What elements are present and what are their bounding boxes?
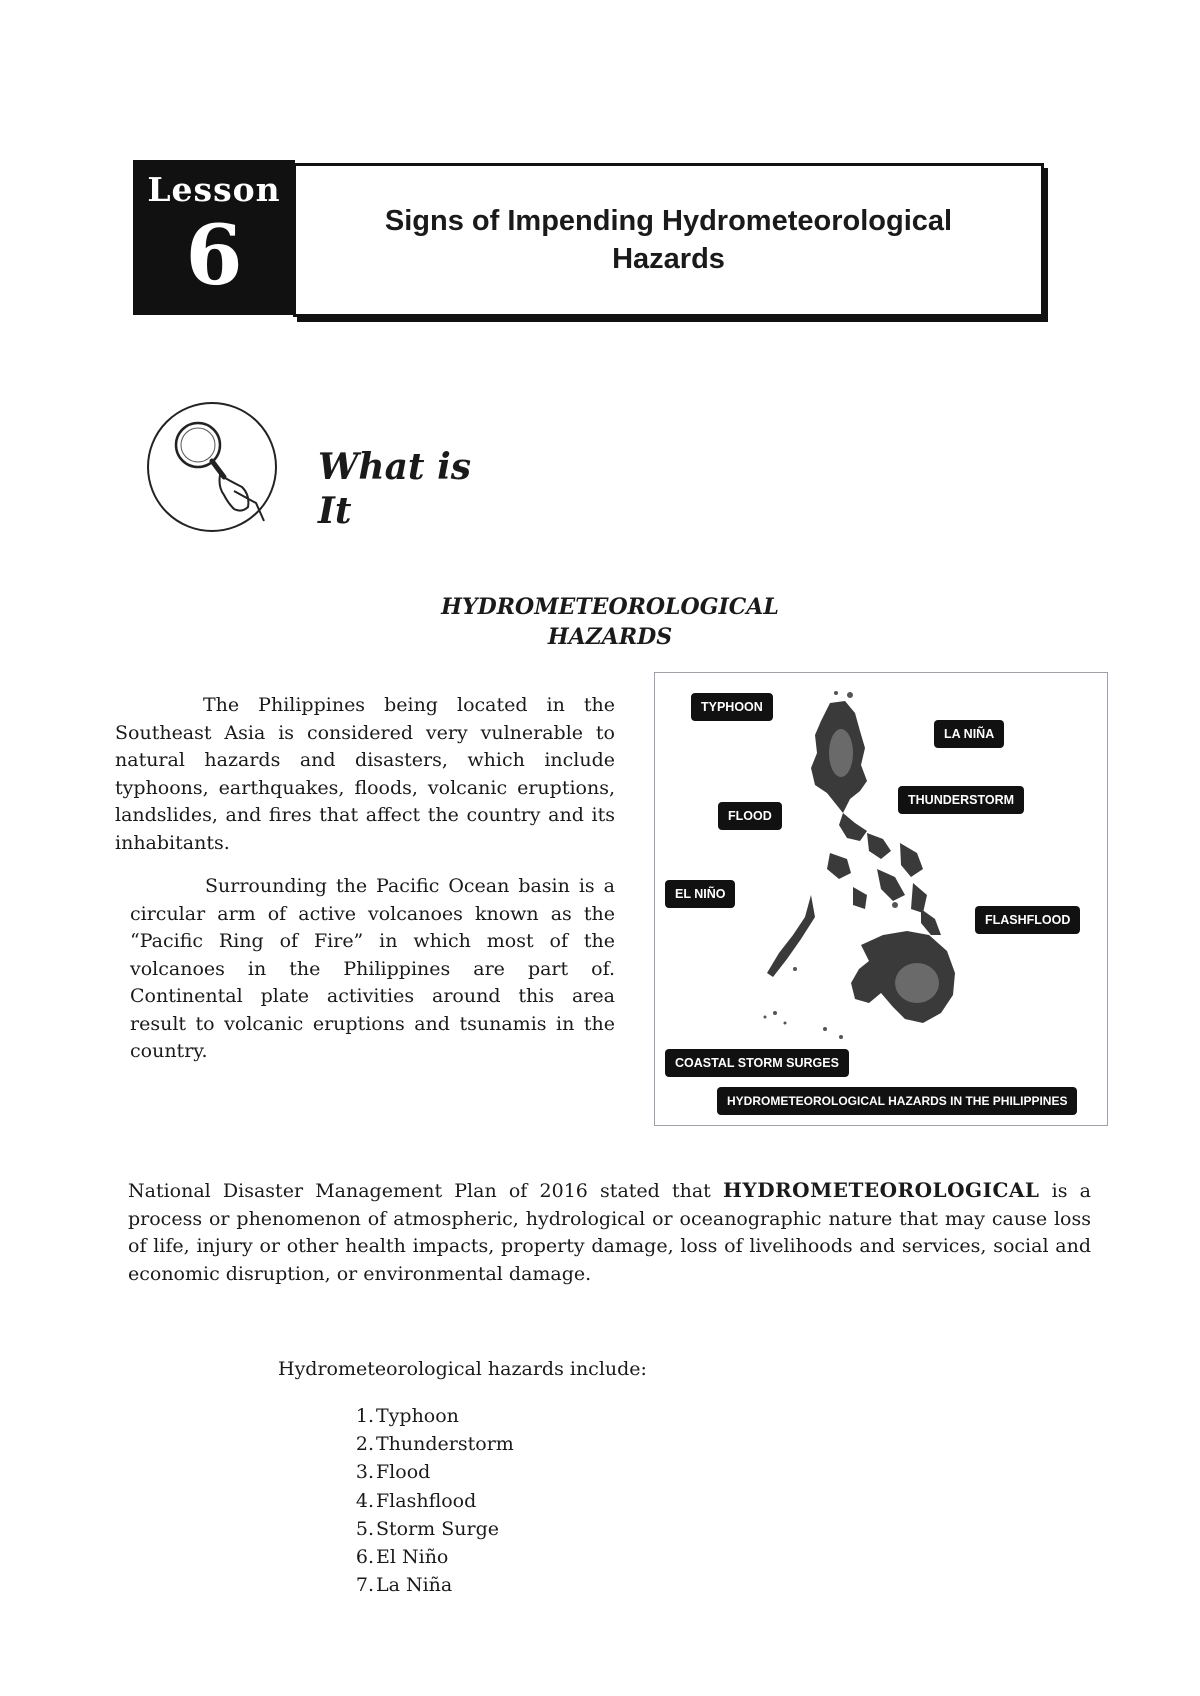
- paragraph-definition: [128, 1177, 1091, 1288]
- list-item-label: La Niña: [376, 1574, 453, 1597]
- map-label-thunderstorm: THUNDERSTORM: [898, 786, 1024, 814]
- lesson-badge: [133, 160, 295, 315]
- section-heading-line2: It: [318, 490, 352, 532]
- list-item-number: 5.: [355, 1517, 374, 1540]
- list-item-number: 6.: [355, 1545, 374, 1568]
- list-item-number: 3.: [355, 1461, 374, 1484]
- list-item-label: Flashflood: [376, 1489, 477, 1512]
- section-heading: [318, 445, 518, 533]
- list-item-label: El Niño: [376, 1545, 449, 1568]
- list-item-label: Thunderstorm: [376, 1433, 514, 1456]
- sub-heading-line1: HYDROMETEOROLOGICAL: [441, 594, 779, 620]
- definition-term: HYDROMETEOROLOGICAL: [723, 1178, 1040, 1202]
- magnifying-glass-icon: [138, 395, 288, 540]
- list-item: [348, 1458, 514, 1486]
- map-label-coastal-storm-surges: COASTAL STORM SURGES: [665, 1049, 849, 1077]
- paragraph-philippines: The Philippines being located in the Southeast Asia is considered very vulnerable to natural hazards and disasters, which include typhoons, earthquakes, floods, volcanic eruptions, landslides, and fires that affect the country and its inhabitants.: [115, 694, 615, 854]
- lesson-title-box: [293, 163, 1044, 317]
- list-item: [348, 1543, 514, 1571]
- paragraph-ring-of-fire: Surrounding the Pacific Ocean basin is a circular arm of active volcanoes known as the “Pacific Ring of Fire” in which most of the volcanoes in the Philippines are part of. Continental plate activities around this area result to volcanic eruptions and tsunamis in the country.: [130, 875, 615, 1062]
- map-caption: HYDROMETEOROLOGICAL HAZARDS IN THE PHILIPPINES: [717, 1087, 1077, 1115]
- definition-intro: National Disaster Management Plan of 2016 stated that: [128, 1180, 711, 1202]
- list-item: [348, 1571, 514, 1599]
- list-item-label: Flood: [376, 1461, 431, 1484]
- list-item-number: 2.: [355, 1433, 374, 1456]
- lesson-label: Lesson: [147, 170, 281, 209]
- map-label-la-nina: LA NIÑA: [934, 720, 1004, 748]
- section-heading-line1: What is: [318, 446, 472, 488]
- sub-heading-line2: HAZARDS: [547, 624, 673, 650]
- list-item-label: Storm Surge: [376, 1517, 499, 1540]
- list-item-number: 7.: [355, 1574, 374, 1597]
- hazards-list: [348, 1402, 514, 1599]
- list-item: [348, 1487, 514, 1515]
- definition-body: is a process or phenomenon of atmospheric, hydrological or oceanographic nature that may cause loss of life, injury or other health impacts, property damage, loss of livelihoods and services, social and economic disruption, or environmental damage.: [128, 1180, 1091, 1285]
- list-item: [348, 1515, 514, 1543]
- hazard-map-figure: [654, 672, 1108, 1126]
- map-label-flashflood: FLASHFLOOD: [975, 906, 1080, 934]
- list-item-number: 1.: [355, 1405, 374, 1427]
- sub-heading: [350, 592, 870, 652]
- lesson-number: 6: [185, 208, 243, 304]
- hazards-intro: Hydrometeorological hazards include:: [278, 1358, 647, 1380]
- map-label-typhoon: TYPHOON: [691, 693, 773, 721]
- list-item-label: Typhoon: [376, 1405, 459, 1427]
- list-item: [348, 1430, 514, 1458]
- list-item-number: 4.: [355, 1489, 374, 1512]
- map-label-flood: FLOOD: [718, 802, 782, 830]
- lesson-title: Signs of Impending Hydrometeorological Hazards: [384, 205, 953, 275]
- list-item: [348, 1402, 514, 1430]
- map-label-el-nino: EL NIÑO: [665, 880, 735, 908]
